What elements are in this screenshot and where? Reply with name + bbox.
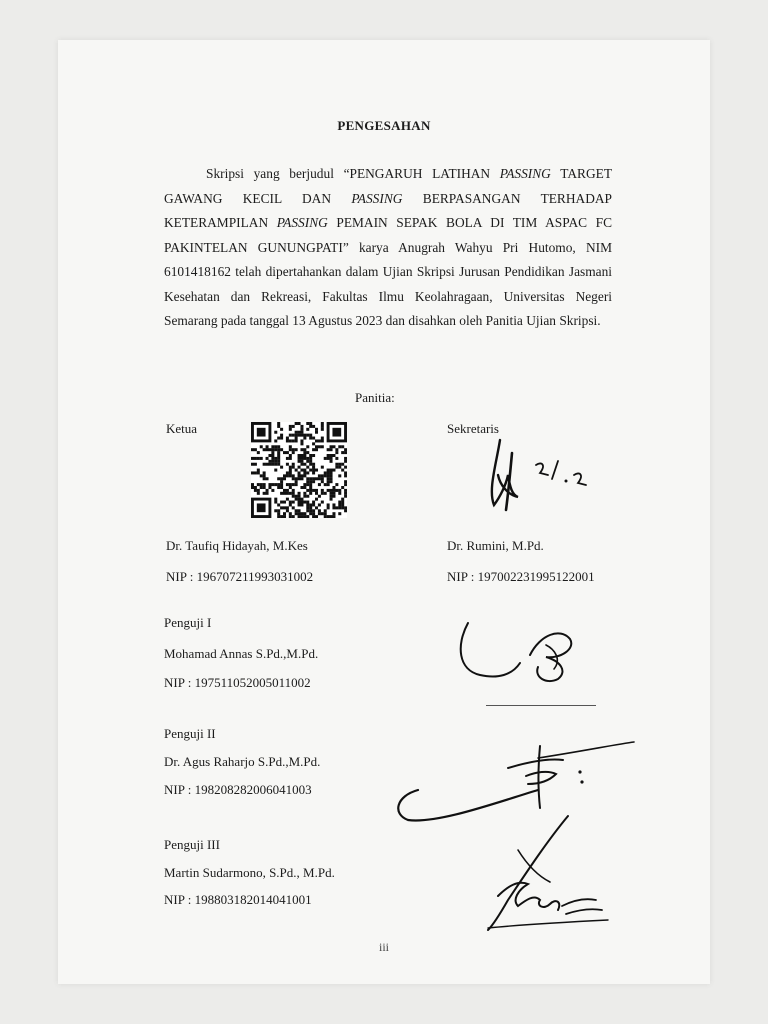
sekretaris-nip: NIP : 197002231995122001 xyxy=(447,569,595,584)
sekretaris-role: Sekretaris xyxy=(447,421,499,436)
qr-code-icon xyxy=(251,422,347,518)
page-title: PENGESAHAN xyxy=(337,118,431,133)
document-page xyxy=(58,40,710,984)
penguji2-name: Dr. Agus Raharjo S.Pd.,M.Pd. xyxy=(164,754,321,769)
para-italic-1: PASSING xyxy=(499,166,551,181)
penguji1-role: Penguji I xyxy=(164,615,212,630)
penguji1-signature xyxy=(450,615,610,705)
penguji1-signature-line xyxy=(486,705,596,706)
ketua-nip: NIP : 196707211993031002 xyxy=(166,569,314,584)
penguji1-name: Mohamad Annas S.Pd.,M.Pd. xyxy=(164,646,319,661)
para-italic-2: PASSING xyxy=(351,190,403,206)
page-number: iii xyxy=(378,940,389,954)
penguji3-name: Martin Sudarmono, S.Pd., M.Pd. xyxy=(164,865,335,880)
penguji3-nip: NIP : 198803182014041001 xyxy=(164,892,312,907)
para-text-1: Skripsi yang berjudul “PENGARUH LATIHAN xyxy=(206,166,500,181)
para-italic-3: PASSING xyxy=(276,215,328,230)
para-text-4: PEMAIN SEPAK BOLA DI TIM ASPAC FC PAKINTELAN GUNUNGPATI” karya Anugrah Wahyu Pri Hutomo, NIM 6101418162 telah dipertahankan dalam Ujian Skripsi Jurusan Pendidikan Jasmani Kesehatan dan Rekreasi, Fakultas Ilmu Keolahragaan, Universitas Negeri Semarang pada tanggal 13 Agustus 2023 dan disahkan oleh Panitia Ujian Skripsi. xyxy=(164,215,613,328)
sekretaris-name: Dr. Rumini, M.Pd. xyxy=(447,538,544,553)
penguji2-role: Penguji II xyxy=(164,726,216,741)
penguji2-nip: NIP : 198208282006041003 xyxy=(164,782,312,797)
penguji3-signature xyxy=(478,810,618,935)
approval-paragraph xyxy=(164,162,612,334)
para-text-2: TARGET GAWANG KECIL DAN xyxy=(164,166,612,206)
ketua-name: Dr. Taufiq Hidayah, M.Kes xyxy=(166,538,308,553)
para-text-3: BERPASANGAN TERHADAP KETERAMPILAN xyxy=(164,190,612,230)
penguji1-nip: NIP : 197511052005011002 xyxy=(164,675,311,690)
sekretaris-signature xyxy=(478,435,618,515)
panitia-heading: Panitia: xyxy=(355,390,395,405)
penguji3-role: Penguji III xyxy=(164,837,220,852)
ketua-role: Ketua xyxy=(166,421,198,436)
